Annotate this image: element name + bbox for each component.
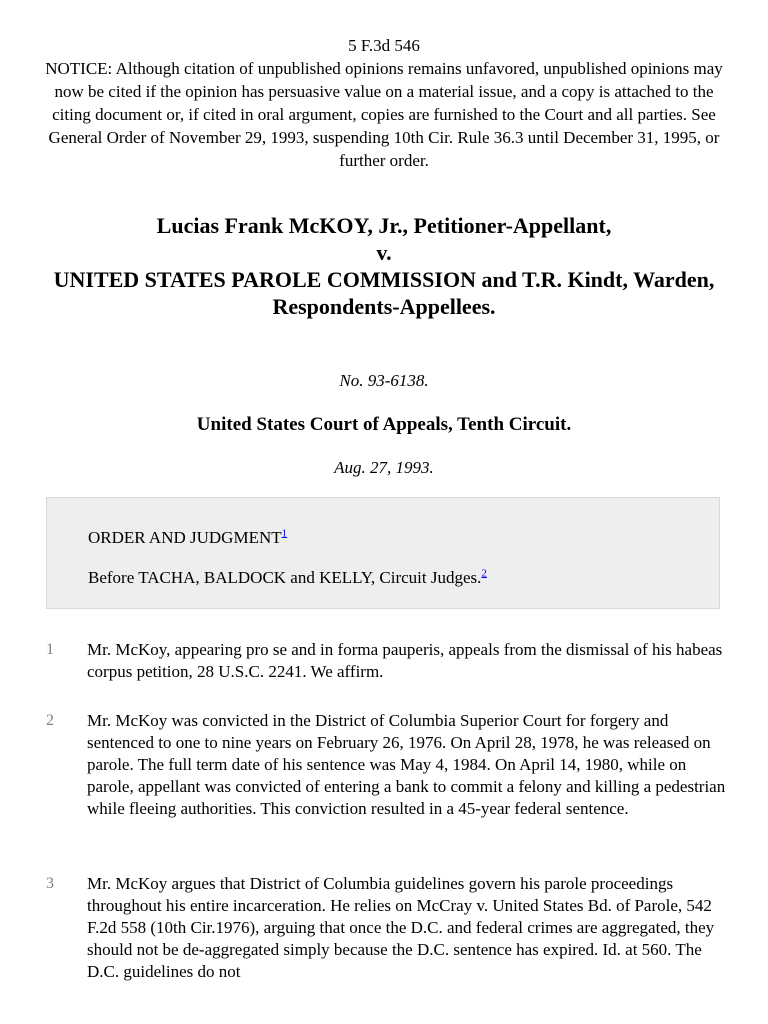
paragraph-number: 3 (46, 875, 54, 892)
unpublished-notice: NOTICE: Although citation of unpublished opinions remains unfavored, unpublished opinions may now be cited if the opinion has persuasive value on a material issue, and a copy is attached to the citing document or, if cited in oral argument, copies are furnished to the Court and all parties. See General Order of November 29, 1993, suspending 10th Cir. Rule 36.3 until December 31, 1995, or further order. (45, 59, 723, 170)
appellees-role: Respondents-Appellees. (272, 294, 496, 319)
document-header (40, 34, 728, 172)
paragraph-number: 1 (46, 641, 54, 658)
citation: 5 F.3d 546 (348, 36, 420, 55)
judges-panel: Before TACHA, BALDOCK and KELLY, Circuit Judges. (88, 568, 482, 587)
order-box (46, 497, 720, 609)
appellees-name: UNITED STATES PAROLE COMMISSION and T.R. Kindt, Warden, (53, 267, 715, 292)
paragraph-text: Mr. McKoy was convicted in the District of Columbia Superior Court for forgery and sentenced to one to nine years on February 26, 1976. On April 28, 1978, he was released on parole. The full term date of his sentence was May 4, 1984. On April 14, 1980, while on parole, appellant was convicted of entering a bank to commit a felony and killing a pedestrian while fleeing authorities. This conviction resulted in a 45-year federal sentence. (87, 711, 726, 818)
docket-number: No. 93-6138. (339, 371, 429, 390)
case-caption (40, 212, 728, 320)
paragraph-text: Mr. McKoy argues that District of Columbia guidelines govern his parole proceedings throughout his entire incarceration. He relies on McCray v. United States Bd. of Parole, 542 F.2d 558 (10th Cir.1976), arguing that once the D.C. and federal crimes are aggregated, they should not be de-aggregated simply because the D.C. sentence has expired. Id. at 560. The D.C. guidelines do not (87, 874, 715, 981)
footnote-2-link[interactable]: 2 (481, 567, 487, 580)
appellant-name: Lucias Frank McKOY, Jr., Petitioner-Appellant, (156, 213, 612, 238)
court-name: United States Court of Appeals, Tenth Circuit. (196, 414, 572, 435)
footnote-1-link[interactable]: 1 (281, 527, 288, 540)
order-title-line (88, 527, 287, 549)
versus: v. (376, 240, 392, 265)
paragraph-number: 2 (46, 712, 54, 729)
judges-line (88, 567, 487, 589)
order-title: ORDER AND JUDGMENT (88, 528, 282, 547)
paragraph-text: Mr. McKoy, appearing pro se and in forma pauperis, appeals from the dismissal of his habeas corpus petition, 28 U.S.C. 2241. We affirm. (87, 640, 723, 681)
decision-date: Aug. 27, 1993. (334, 458, 434, 477)
